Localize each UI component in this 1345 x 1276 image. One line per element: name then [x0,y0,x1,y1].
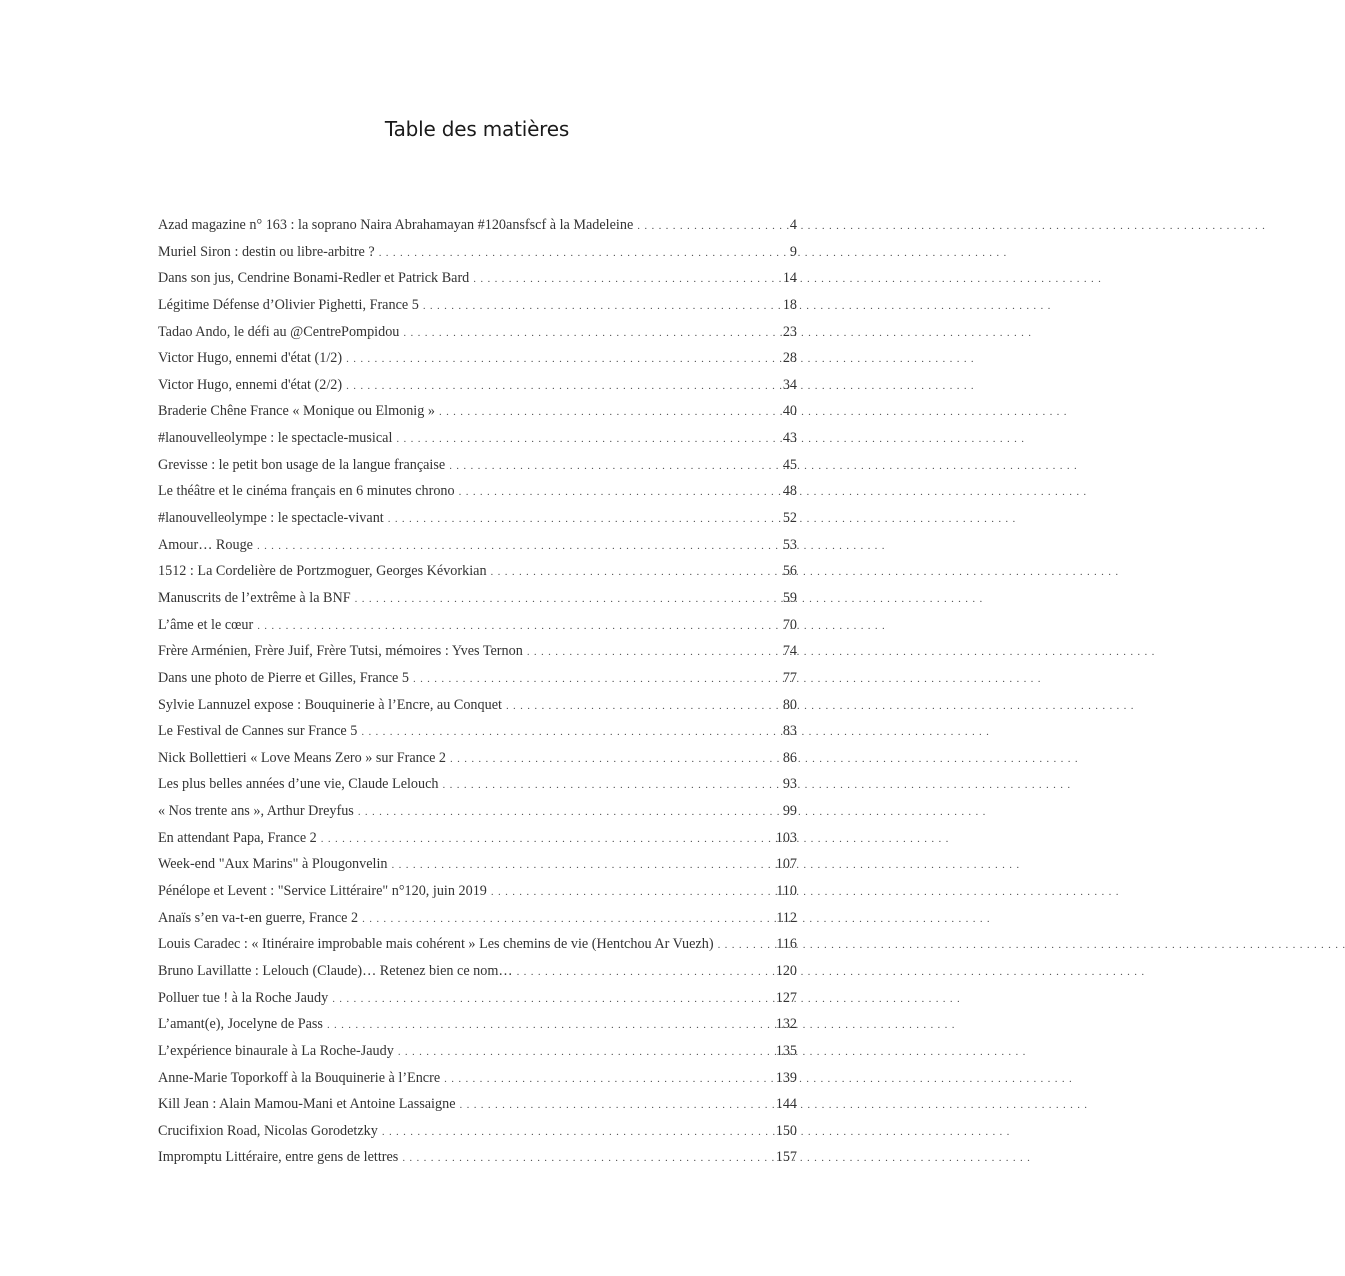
toc-dot-leader [379,240,787,267]
toc-dot-leader [257,613,780,640]
toc-entry-title: Polluer tue ! à la Roche Jaudy [158,989,329,1006]
toc-entry[interactable] [158,478,797,505]
toc-page-number: 103 [775,829,797,846]
toc-entry-title: Anaïs s’en va-t-en guerre, France 2 [158,909,359,926]
toc-entry[interactable] [158,239,797,266]
toc-page-number: 59 [782,589,797,606]
toc-entry-title: Muriel Siron : destin ou libre-arbitre ? [158,243,375,260]
toc-entry[interactable] [158,1118,797,1145]
toc-page-number: 80 [782,696,797,713]
toc-entry[interactable] [158,1144,797,1171]
toc-dot-leader [403,320,779,347]
toc-entry[interactable] [158,931,797,958]
toc-entry-title: L’expérience binaurale à La Roche-Jaudy [158,1042,394,1059]
toc-entry[interactable] [158,1011,797,1038]
toc-dot-leader [439,399,780,426]
toc-entry-title: Azad magazine n° 163 : la soprano Naira Abrahamayan #120ansfscf à la Madeleine [158,217,634,233]
toc-entry[interactable] [158,905,797,932]
toc-entry-title: Dans une photo de Pierre et Gilles, France 5 [158,669,409,686]
toc-entry-title: Le théâtre et le cinéma français en 6 minutes chrono [158,483,455,500]
toc-entry[interactable] [158,612,797,639]
toc-dot-leader [382,1119,773,1146]
toc-entry-title: L’amant(e), Jocelyne de Pass [158,1016,323,1033]
toc-dot-leader [396,426,779,453]
toc-entry[interactable] [158,212,797,239]
toc-entry-title: Sylvie Lannuzel expose : Bouquinerie à l’Encre, au Conquet [158,696,502,713]
toc-entry-title: Impromptu Littéraire, entre gens de lettres [158,1149,399,1166]
toc-entry-title: Manuscrits de l’extrême à la BNF [158,589,351,606]
toc-page-number: 77 [782,669,797,686]
toc-entry[interactable] [158,665,797,692]
toc-dot-leader [450,746,780,773]
toc-entry-title: Amour… Rouge [158,536,253,553]
toc-dot-leader [413,666,780,693]
toc-entry[interactable] [158,718,797,745]
toc-page-number: 45 [782,456,797,473]
toc-dot-leader [257,533,780,560]
toc-page-number: 93 [782,776,797,793]
toc-dot-leader [491,559,780,586]
toc-entry[interactable] [158,345,797,372]
toc-page-number: 40 [782,403,797,420]
toc-page-number: 4 [789,217,797,233]
toc-dot-leader [491,879,773,906]
toc-dot-leader [355,586,780,613]
toc-entry[interactable] [158,771,797,798]
toc-entry-title: Kill Jean : Alain Mamou-Mani et Antoine Lassaigne [158,1096,456,1113]
toc-entry-title: Frère Arménien, Frère Juif, Frère Tutsi, mémoires : Yves Ternon [158,643,523,660]
toc-page-number: 112 [776,909,797,926]
toc-entry[interactable] [158,398,797,425]
toc-page-number: 107 [775,856,797,873]
toc-dot-leader [473,266,780,293]
toc-page-number: 127 [775,989,797,1006]
toc-entry-title: « Nos trente ans », Arthur Dreyfus [158,803,354,820]
toc-dot-leader [332,986,773,1013]
toc-entry-title: Les plus belles années d’une vie, Claude Lelouch [158,776,439,793]
toc-page-number: 120 [775,962,797,979]
toc-dot-leader [321,826,773,853]
toc-page-number: 28 [782,350,797,367]
toc-entry-title: Braderie Chêne France « Monique ou Elmonig » [158,403,435,420]
toc-entry[interactable] [158,292,797,319]
toc-entry-title: Bruno Lavillatte : Lelouch (Claude)… Retenez bien ce nom… [158,962,513,979]
toc-entry-title: 1512 : La Cordelière de Portzmoguer, Georges Kévorkian [158,563,487,580]
toc-page-number: 135 [775,1042,797,1059]
toc-entry[interactable] [158,985,797,1012]
toc-entry[interactable] [158,372,797,399]
toc-dot-leader [718,932,774,959]
toc-dot-leader [402,1145,772,1172]
toc-entry-title: Le Festival de Cannes sur France 5 [158,723,358,740]
toc-entry-title: Nick Bollettieri « Love Means Zero » sur France 2 [158,749,447,766]
toc-entry[interactable] [158,825,797,852]
toc-entry[interactable] [158,452,797,479]
toc-dot-leader [361,719,779,746]
toc-page-number: 116 [776,936,797,953]
toc-dot-leader [460,1092,773,1119]
toc-dot-leader [392,852,773,879]
toc-entry[interactable] [158,1091,797,1118]
toc-entry[interactable] [158,532,797,559]
toc-entry[interactable] [158,851,797,878]
toc-page-number: 34 [782,376,797,393]
toc-page-number: 139 [775,1069,797,1086]
toc-page-number: 150 [775,1122,797,1139]
toc-dot-leader [388,506,780,533]
toc-dot-leader [527,639,780,666]
toc-entry[interactable] [158,558,797,585]
toc-entry-title: Légitime Défense d’Olivier Pighetti, France 5 [158,296,419,313]
toc-page-number: 23 [782,323,797,340]
toc-entry[interactable] [158,425,797,452]
toc-title: Table des matières [384,117,570,141]
toc-page-number: 144 [775,1096,797,1113]
toc-entry-title: Anne-Marie Toporkoff à la Bouquinerie à l’Encre [158,1069,441,1086]
toc-page-number: 48 [782,483,797,500]
toc-page-number: 99 [782,803,797,820]
toc-entry[interactable] [158,692,797,719]
toc-page-number: 74 [782,643,797,660]
toc-page-number: 52 [782,510,797,527]
toc-entry[interactable] [158,1038,797,1065]
toc-entry-title: #lanouvelleolympe : le spectacle-vivant [158,510,384,527]
toc-entry[interactable] [158,585,797,612]
toc-dot-leader [346,373,780,400]
toc-entry[interactable] [158,1065,797,1092]
toc-page-number: 14 [782,270,797,287]
toc-dot-leader [362,906,773,933]
toc-entry-title: En attendant Papa, France 2 [158,829,317,846]
toc-dot-leader [327,1012,773,1039]
toc-page-number: 83 [782,723,797,740]
toc-page-number: 56 [782,563,797,580]
toc-dot-leader [444,1066,773,1093]
toc-dot-leader [506,693,780,720]
toc-dot-leader [346,346,780,373]
toc-dot-leader [358,799,780,826]
toc-page-number: 53 [782,536,797,553]
toc-page-number: 110 [776,883,797,900]
toc-dot-leader [423,293,780,320]
toc-page-number: 157 [775,1149,797,1166]
toc-list [158,212,797,1171]
toc-entry[interactable] [158,798,797,825]
toc-entry-title: Victor Hugo, ennemi d'état (1/2) [158,350,343,367]
toc-entry-title: Dans son jus, Cendrine Bonami-Redler et Patrick Bard [158,270,470,287]
toc-entry-title: L’âme et le cœur [158,616,254,633]
toc-dot-leader [637,213,787,240]
toc-entry[interactable] [158,745,797,772]
toc-entry-title: Louis Caradec : « Itinéraire improbable mais cohérent » Les chemins de vie (Hentchou Ar Vuezh) [158,936,714,953]
toc-dot-leader [449,453,780,480]
toc-dot-leader [443,772,780,799]
toc-entry-title: Pénélope et Levent : "Service Littéraire" n°120, juin 2019 [158,883,487,900]
toc-page-number: 9 [789,243,797,260]
toc-entry[interactable] [158,505,797,532]
toc-dot-leader [517,959,773,986]
toc-page-number: 18 [782,296,797,313]
toc-page-number: 43 [782,430,797,447]
toc-entry-title: Crucifixion Road, Nicolas Gorodetzky [158,1122,378,1139]
toc-entry-title: #lanouvelleolympe : le spectacle-musical [158,430,393,447]
toc-entry-title: Grevisse : le petit bon usage de la langue française [158,456,446,473]
toc-entry[interactable] [158,319,797,346]
toc-dot-leader [398,1039,773,1066]
toc-dot-leader [459,479,780,506]
toc-page-number: 70 [782,616,797,633]
toc-entry[interactable] [158,638,797,665]
toc-page-number: 132 [775,1016,797,1033]
toc-page-number: 86 [782,749,797,766]
toc-entry[interactable] [158,265,797,292]
toc-entry[interactable] [158,958,797,985]
toc-entry-title: Week-end "Aux Marins" à Plougonvelin [158,856,388,873]
toc-entry-title: Tadao Ando, le défi au @CentrePompidou [158,323,400,340]
toc-entry[interactable] [158,878,797,905]
toc-entry-title: Victor Hugo, ennemi d'état (2/2) [158,376,343,393]
